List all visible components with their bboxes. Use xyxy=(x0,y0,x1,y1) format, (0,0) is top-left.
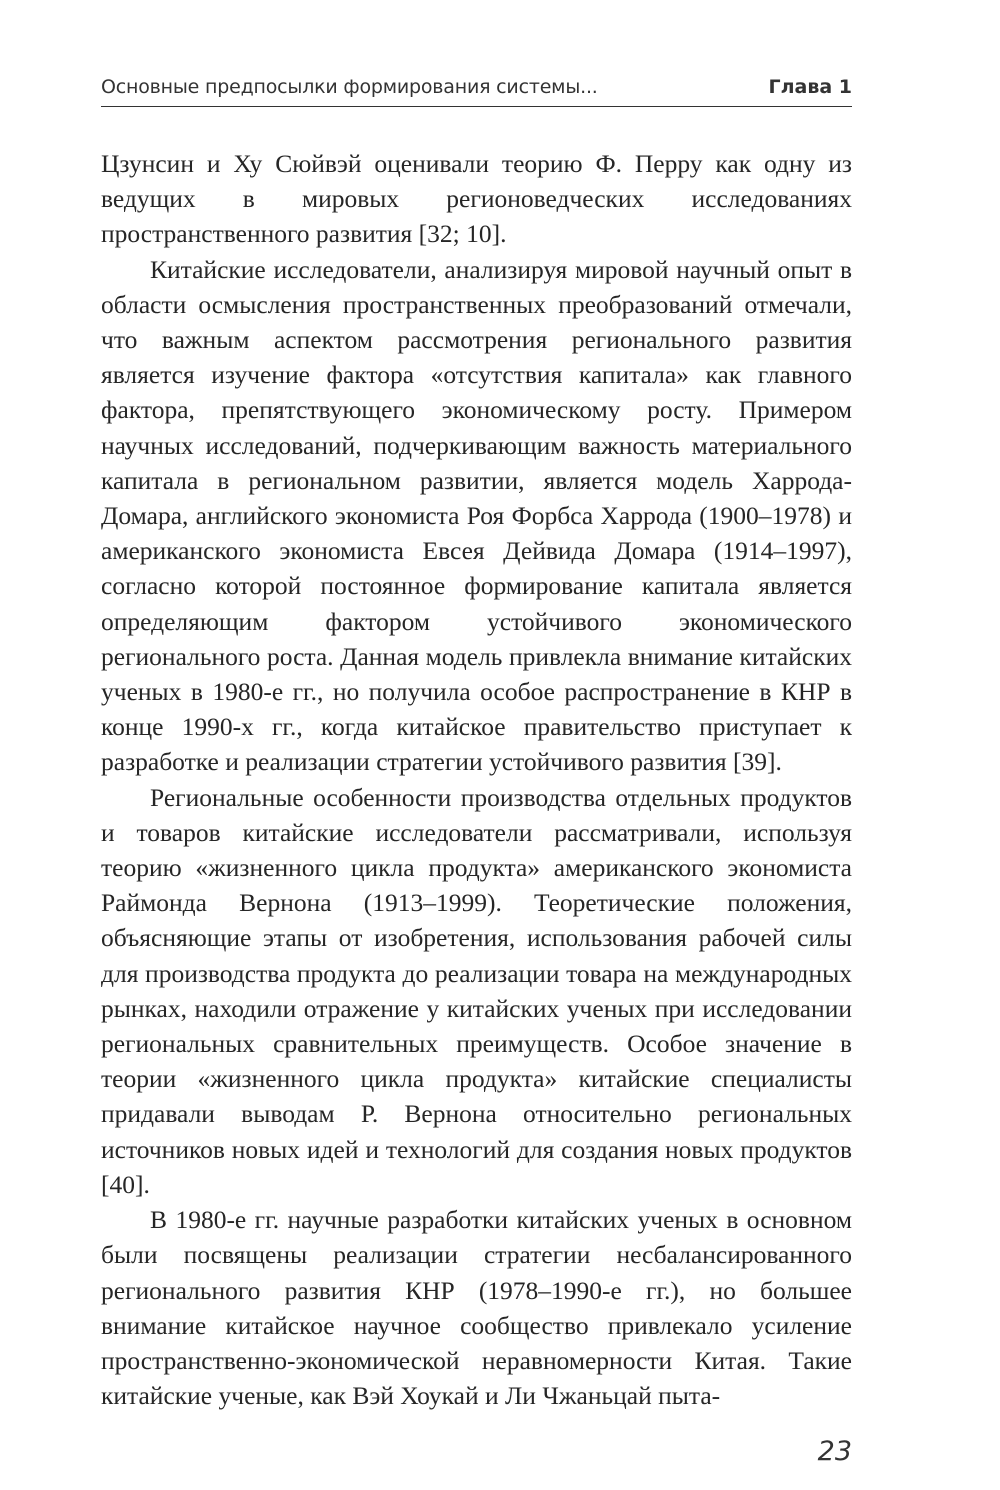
paragraph: Региональные особенности производства отдельных продуктов и товаров китайские исследователи рассматривали, используя теорию «жизненного цикла продукта» американского экономиста Раймонда Вернона (1913–1999). Теоретические положения, объясняющие этапы от изобретения, использования рабочей силы для производства продукта до реализации товара на международных рынках, находили отражение у китайских ученых при исследовании региональных сравнительных преимуществ. Особое значение в теории «жизненного цикла продукта» китайские специалисты придавали выводам Р. Вернона относительно региональных источников новых идей и технологий для создания новых продуктов [40]. xyxy=(101,782,852,1199)
running-title: Основные предпосылки формирования системы... xyxy=(101,76,598,98)
page-number: 23 xyxy=(817,1436,852,1467)
chapter-label: Глава 1 xyxy=(768,76,852,98)
paragraph: Китайские исследователи, анализируя мировой научный опыт в области осмысления пространственных преобразований отмечали, что важным аспектом рассмотрения регионального развития является изучение фактора «отсутствия капитала» как главного фактора, препятствующего экономическому росту. Примером научных исследований, подчеркивающим важность материального капитала в региональном развитии, является модель Харрода-Домара, английского экономиста Роя Форбса Харрода (1900–1978) и американского экономиста Евсея Дейвида Домара (1914–1997), согласно которой постоянное формирование капитала является определяющим фактором устойчивого экономического регионального роста. Данная модель привлекла внимание китайских ученых в 1980-е гг., но получила особое распространение в КНР в конце 1990-х гг., когда китайское правительство приступает к разработке и реализации стратегии устойчивого развития [39]. xyxy=(101,254,852,777)
running-header xyxy=(101,70,852,107)
paragraph-continuation: Цзунсин и Ху Сюйвэй оценивали теорию Ф. Перру как одну из ведущих в мировых регионоведческих исследованиях пространственного развития [32; 10]. xyxy=(101,149,852,249)
paragraph: В 1980-е гг. научные разработки китайских ученых в основном были посвящены реализации стратегии несбалансированного регионального развития КНР (1978–1990-е гг.), но большее внимание китайское научное сообщество привлекало усиление пространственно-экономической неравномерности Китая. Такие китайские ученые, как Вэй Хоукай и Ли Чжаньцай пыта- xyxy=(101,1205,852,1411)
body-text xyxy=(101,146,852,1413)
